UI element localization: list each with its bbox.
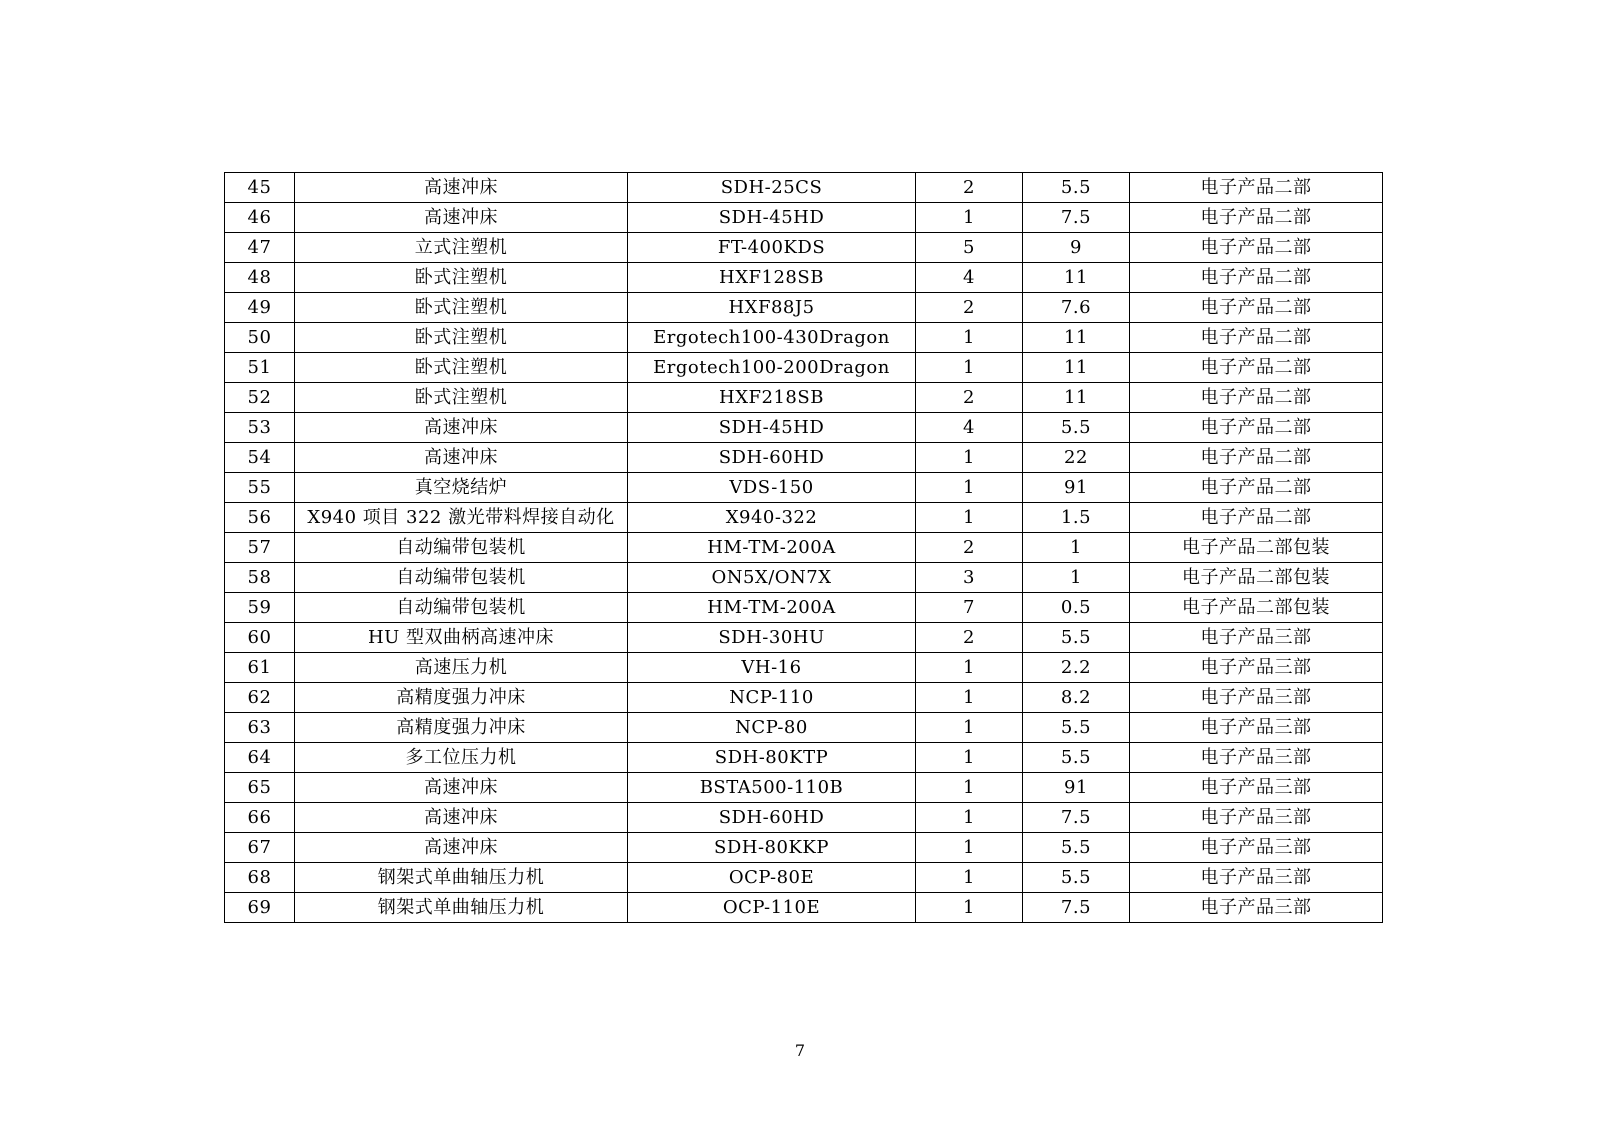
department-cell: 电子产品三部 xyxy=(1130,803,1383,833)
department-cell: 电子产品二部 xyxy=(1130,173,1383,203)
table-row xyxy=(225,593,1383,623)
power-cell: 91 xyxy=(1023,473,1130,503)
quantity-cell: 1 xyxy=(916,863,1023,893)
equipment-name-cell: 真空烧结炉 xyxy=(295,473,628,503)
model-cell: SDH-25CS xyxy=(628,173,916,203)
equipment-name-cell: 卧式注塑机 xyxy=(295,263,628,293)
equipment-name-cell: 钢架式单曲轴压力机 xyxy=(295,863,628,893)
power-cell: 7.5 xyxy=(1023,893,1130,923)
table-row xyxy=(225,233,1383,263)
table-row xyxy=(225,773,1383,803)
department-cell: 电子产品二部 xyxy=(1130,413,1383,443)
model-cell: BSTA500-110B xyxy=(628,773,916,803)
power-cell: 5.5 xyxy=(1023,863,1130,893)
equipment-name-cell: 高速冲床 xyxy=(295,443,628,473)
row-index-cell: 48 xyxy=(225,263,295,293)
row-index-cell: 69 xyxy=(225,893,295,923)
model-cell: SDH-30HU xyxy=(628,623,916,653)
table-row xyxy=(225,563,1383,593)
row-index-cell: 55 xyxy=(225,473,295,503)
department-cell: 电子产品三部 xyxy=(1130,863,1383,893)
row-index-cell: 52 xyxy=(225,383,295,413)
row-index-cell: 53 xyxy=(225,413,295,443)
department-cell: 电子产品三部 xyxy=(1130,773,1383,803)
table-row xyxy=(225,863,1383,893)
quantity-cell: 1 xyxy=(916,713,1023,743)
department-cell: 电子产品二部 xyxy=(1130,473,1383,503)
equipment-name-cell: 卧式注塑机 xyxy=(295,323,628,353)
power-cell: 5.5 xyxy=(1023,623,1130,653)
department-cell: 电子产品二部 xyxy=(1130,353,1383,383)
model-cell: HXF88J5 xyxy=(628,293,916,323)
table-row xyxy=(225,683,1383,713)
equipment-table-body xyxy=(225,173,1383,923)
quantity-cell: 4 xyxy=(916,413,1023,443)
power-cell: 7.5 xyxy=(1023,203,1130,233)
model-cell: VH-16 xyxy=(628,653,916,683)
model-cell: SDH-45HD xyxy=(628,413,916,443)
equipment-name-cell: 高速冲床 xyxy=(295,203,628,233)
table-row xyxy=(225,803,1383,833)
department-cell: 电子产品三部 xyxy=(1130,623,1383,653)
table-row xyxy=(225,323,1383,353)
equipment-name-cell: HU 型双曲柄高速冲床 xyxy=(295,623,628,653)
quantity-cell: 1 xyxy=(916,743,1023,773)
quantity-cell: 4 xyxy=(916,263,1023,293)
department-cell: 电子产品二部 xyxy=(1130,203,1383,233)
quantity-cell: 2 xyxy=(916,623,1023,653)
table-row xyxy=(225,713,1383,743)
model-cell: OCP-110E xyxy=(628,893,916,923)
model-cell: SDH-80KKP xyxy=(628,833,916,863)
equipment-name-cell: 高速冲床 xyxy=(295,413,628,443)
department-cell: 电子产品二部包装 xyxy=(1130,593,1383,623)
model-cell: HM-TM-200A xyxy=(628,533,916,563)
quantity-cell: 1 xyxy=(916,503,1023,533)
power-cell: 22 xyxy=(1023,443,1130,473)
equipment-name-cell: 多工位压力机 xyxy=(295,743,628,773)
row-index-cell: 45 xyxy=(225,173,295,203)
row-index-cell: 61 xyxy=(225,653,295,683)
equipment-name-cell: 高精度强力冲床 xyxy=(295,713,628,743)
power-cell: 11 xyxy=(1023,383,1130,413)
model-cell: FT-400KDS xyxy=(628,233,916,263)
power-cell: 1 xyxy=(1023,533,1130,563)
power-cell: 7.5 xyxy=(1023,803,1130,833)
quantity-cell: 2 xyxy=(916,173,1023,203)
equipment-name-cell: 高速冲床 xyxy=(295,773,628,803)
model-cell: HM-TM-200A xyxy=(628,593,916,623)
department-cell: 电子产品三部 xyxy=(1130,713,1383,743)
department-cell: 电子产品三部 xyxy=(1130,893,1383,923)
equipment-name-cell: 高速冲床 xyxy=(295,803,628,833)
power-cell: 2.2 xyxy=(1023,653,1130,683)
quantity-cell: 1 xyxy=(916,683,1023,713)
equipment-name-cell: 卧式注塑机 xyxy=(295,353,628,383)
power-cell: 0.5 xyxy=(1023,593,1130,623)
equipment-name-cell: 卧式注塑机 xyxy=(295,383,628,413)
model-cell: SDH-45HD xyxy=(628,203,916,233)
power-cell: 5.5 xyxy=(1023,413,1130,443)
power-cell: 11 xyxy=(1023,263,1130,293)
equipment-name-cell: 高速压力机 xyxy=(295,653,628,683)
power-cell: 1.5 xyxy=(1023,503,1130,533)
table-row xyxy=(225,203,1383,233)
model-cell: ON5X/ON7X xyxy=(628,563,916,593)
row-index-cell: 51 xyxy=(225,353,295,383)
row-index-cell: 59 xyxy=(225,593,295,623)
table-row xyxy=(225,623,1383,653)
row-index-cell: 47 xyxy=(225,233,295,263)
row-index-cell: 67 xyxy=(225,833,295,863)
quantity-cell: 1 xyxy=(916,443,1023,473)
equipment-table xyxy=(224,172,1383,923)
quantity-cell: 1 xyxy=(916,203,1023,233)
table-row xyxy=(225,743,1383,773)
row-index-cell: 60 xyxy=(225,623,295,653)
quantity-cell: 1 xyxy=(916,773,1023,803)
power-cell: 7.6 xyxy=(1023,293,1130,323)
row-index-cell: 63 xyxy=(225,713,295,743)
department-cell: 电子产品三部 xyxy=(1130,743,1383,773)
model-cell: Ergotech100-430Dragon xyxy=(628,323,916,353)
table-row xyxy=(225,413,1383,443)
model-cell: SDH-80KTP xyxy=(628,743,916,773)
table-row xyxy=(225,383,1383,413)
quantity-cell: 5 xyxy=(916,233,1023,263)
quantity-cell: 1 xyxy=(916,353,1023,383)
power-cell: 5.5 xyxy=(1023,173,1130,203)
model-cell: NCP-80 xyxy=(628,713,916,743)
row-index-cell: 62 xyxy=(225,683,295,713)
page-number: 7 xyxy=(794,1041,806,1060)
equipment-name-cell: 自动编带包装机 xyxy=(295,563,628,593)
department-cell: 电子产品二部包装 xyxy=(1130,533,1383,563)
department-cell: 电子产品二部 xyxy=(1130,233,1383,263)
table-row xyxy=(225,893,1383,923)
table-row xyxy=(225,173,1383,203)
equipment-name-cell: 自动编带包装机 xyxy=(295,593,628,623)
row-index-cell: 64 xyxy=(225,743,295,773)
table-row xyxy=(225,293,1383,323)
row-index-cell: 56 xyxy=(225,503,295,533)
quantity-cell: 1 xyxy=(916,833,1023,863)
model-cell: X940-322 xyxy=(628,503,916,533)
row-index-cell: 68 xyxy=(225,863,295,893)
department-cell: 电子产品三部 xyxy=(1130,833,1383,863)
power-cell: 5.5 xyxy=(1023,743,1130,773)
equipment-name-cell: 立式注塑机 xyxy=(295,233,628,263)
department-cell: 电子产品三部 xyxy=(1130,683,1383,713)
table-row xyxy=(225,503,1383,533)
power-cell: 91 xyxy=(1023,773,1130,803)
equipment-name-cell: 卧式注塑机 xyxy=(295,293,628,323)
quantity-cell: 1 xyxy=(916,473,1023,503)
model-cell: NCP-110 xyxy=(628,683,916,713)
quantity-cell: 3 xyxy=(916,563,1023,593)
table-row xyxy=(225,533,1383,563)
power-cell: 8.2 xyxy=(1023,683,1130,713)
row-index-cell: 65 xyxy=(225,773,295,803)
model-cell: VDS-150 xyxy=(628,473,916,503)
department-cell: 电子产品二部 xyxy=(1130,443,1383,473)
table-row xyxy=(225,473,1383,503)
quantity-cell: 1 xyxy=(916,893,1023,923)
table-row xyxy=(225,443,1383,473)
equipment-name-cell: 高速冲床 xyxy=(295,833,628,863)
power-cell: 11 xyxy=(1023,353,1130,383)
model-cell: SDH-60HD xyxy=(628,443,916,473)
equipment-name-cell: 高速冲床 xyxy=(295,173,628,203)
row-index-cell: 49 xyxy=(225,293,295,323)
table-row xyxy=(225,263,1383,293)
row-index-cell: 54 xyxy=(225,443,295,473)
equipment-name-cell: 高精度强力冲床 xyxy=(295,683,628,713)
power-cell: 1 xyxy=(1023,563,1130,593)
table-row xyxy=(225,833,1383,863)
department-cell: 电子产品二部 xyxy=(1130,293,1383,323)
department-cell: 电子产品二部 xyxy=(1130,263,1383,293)
model-cell: Ergotech100-200Dragon xyxy=(628,353,916,383)
row-index-cell: 58 xyxy=(225,563,295,593)
row-index-cell: 50 xyxy=(225,323,295,353)
equipment-name-cell: 钢架式单曲轴压力机 xyxy=(295,893,628,923)
department-cell: 电子产品二部 xyxy=(1130,323,1383,353)
equipment-name-cell: X940 项目 322 激光带料焊接自动化 xyxy=(295,503,628,533)
table-row xyxy=(225,653,1383,683)
quantity-cell: 2 xyxy=(916,533,1023,563)
department-cell: 电子产品二部 xyxy=(1130,503,1383,533)
quantity-cell: 7 xyxy=(916,593,1023,623)
model-cell: HXF128SB xyxy=(628,263,916,293)
power-cell: 11 xyxy=(1023,323,1130,353)
model-cell: SDH-60HD xyxy=(628,803,916,833)
model-cell: OCP-80E xyxy=(628,863,916,893)
department-cell: 电子产品二部包装 xyxy=(1130,563,1383,593)
row-index-cell: 57 xyxy=(225,533,295,563)
power-cell: 5.5 xyxy=(1023,833,1130,863)
model-cell: HXF218SB xyxy=(628,383,916,413)
row-index-cell: 46 xyxy=(225,203,295,233)
department-cell: 电子产品二部 xyxy=(1130,383,1383,413)
quantity-cell: 2 xyxy=(916,383,1023,413)
table-row xyxy=(225,353,1383,383)
department-cell: 电子产品三部 xyxy=(1130,653,1383,683)
row-index-cell: 66 xyxy=(225,803,295,833)
quantity-cell: 1 xyxy=(916,323,1023,353)
quantity-cell: 1 xyxy=(916,653,1023,683)
power-cell: 9 xyxy=(1023,233,1130,263)
power-cell: 5.5 xyxy=(1023,713,1130,743)
quantity-cell: 1 xyxy=(916,803,1023,833)
equipment-name-cell: 自动编带包装机 xyxy=(295,533,628,563)
quantity-cell: 2 xyxy=(916,293,1023,323)
